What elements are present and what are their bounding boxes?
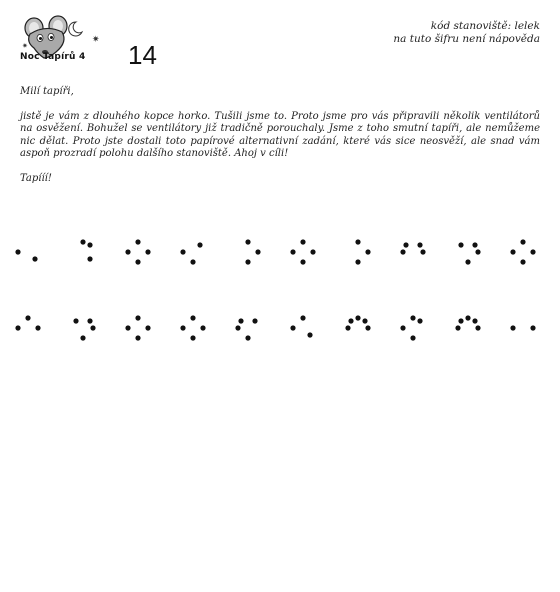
cipher-dot (200, 325, 205, 330)
cipher-dot (15, 325, 20, 330)
cipher-dot (290, 249, 295, 254)
cipher-dot (190, 315, 195, 320)
cipher-dot (455, 325, 460, 330)
cipher-dot (197, 242, 202, 247)
cipher-dot (465, 259, 470, 264)
cipher-dot (400, 325, 405, 330)
cipher-dot (32, 256, 37, 261)
cipher-dot (87, 256, 92, 261)
cipher-dot (458, 318, 463, 323)
cipher-dot (300, 315, 305, 320)
cipher-dot (190, 335, 195, 340)
cipher-dot (520, 259, 525, 264)
letter-greeting: Milí tapíři, (20, 86, 74, 97)
page-header (16, 14, 544, 70)
station-number: 14 (128, 40, 157, 70)
svg-text:✷: ✷ (92, 35, 100, 45)
cipher-glyph (400, 315, 422, 340)
cipher-dot (355, 315, 360, 320)
cipher-dot (417, 242, 422, 247)
cipher-dot (135, 315, 140, 320)
cipher-dot (417, 318, 422, 323)
cipher-glyph (458, 242, 480, 264)
cipher-dot (355, 239, 360, 244)
cipher-dot (307, 332, 312, 337)
cipher-glyph (290, 239, 315, 264)
cipher-glyph (345, 315, 370, 330)
cipher-dot (472, 318, 477, 323)
cipher-dot (403, 242, 408, 247)
cipher-dot (365, 249, 370, 254)
cipher-dot (145, 325, 150, 330)
cipher-dot (510, 249, 515, 254)
cipher-glyph (180, 315, 205, 340)
cipher-glyph (455, 315, 480, 330)
cipher-dot (458, 242, 463, 247)
cipher-dot (135, 259, 140, 264)
cipher-dot (35, 325, 40, 330)
station-code-line: kód stanoviště: lelek (430, 20, 540, 32)
cipher-glyph (400, 242, 425, 254)
cipher-dot (125, 249, 130, 254)
cipher-glyph (180, 242, 202, 264)
cipher-dot (15, 249, 20, 254)
cipher-dot (355, 259, 360, 264)
svg-text:✷: ✷ (22, 42, 28, 50)
cipher-dot (25, 315, 30, 320)
cipher-dot (420, 249, 425, 254)
cipher-dot (300, 259, 305, 264)
cipher-glyph (510, 325, 535, 330)
cipher-glyph (80, 239, 92, 261)
cipher-dot (300, 239, 305, 244)
cipher-glyph (245, 239, 260, 264)
cipher-dot (80, 239, 85, 244)
cipher-dot (530, 325, 535, 330)
cipher-dot (80, 335, 85, 340)
letter-body: jistě je vám z dlouhého kopce horko. Tušili jsme to. Proto jsme pro vás připravili několik ventilátorů na osvěžení. Bohužel se ventilátory již tradičně porouchaly. Jsme z toho smutní tapíři, ale nemůžeme nic dělat. Proto jste dostali toto papírové alternativní zadání, které vás sice neosvěží, ale snad vám aspoň prozradí polohu dalšího stanoviště. Ahoj v cíli! (20, 110, 540, 159)
cipher-dot (345, 325, 350, 330)
cipher-dot (245, 239, 250, 244)
cipher-dot (90, 325, 95, 330)
cipher-dot (410, 315, 415, 320)
cipher-glyph (355, 239, 370, 264)
hint-line: na tuto šifru není nápověda (393, 33, 540, 45)
cipher-dot (475, 249, 480, 254)
cipher-dot (245, 335, 250, 340)
cipher-dot (235, 325, 240, 330)
cipher-dot (255, 249, 260, 254)
cipher-dot (465, 315, 470, 320)
cipher-glyph (290, 315, 312, 337)
dot-cipher-grid (14, 222, 546, 352)
cipher-dot (290, 325, 295, 330)
cipher-glyph (73, 318, 95, 340)
cipher-dot (135, 239, 140, 244)
cipher-dot (520, 239, 525, 244)
rat-mascot-logo-icon (16, 14, 116, 68)
cipher-dot (530, 249, 535, 254)
station-meta (393, 20, 540, 46)
cipher-dot (410, 335, 415, 340)
cipher-dot (475, 325, 480, 330)
cipher-glyph (235, 318, 257, 340)
cipher-dot (180, 249, 185, 254)
cipher-glyph (125, 315, 150, 340)
cipher-dot (125, 325, 130, 330)
cipher-dot (87, 318, 92, 323)
cipher-dot (180, 325, 185, 330)
cipher-dot (252, 318, 257, 323)
cipher-glyph (15, 249, 37, 261)
cipher-dot (362, 318, 367, 323)
cipher-glyph (15, 315, 40, 330)
cipher-dot (510, 325, 515, 330)
cipher-dot (73, 318, 78, 323)
letter (20, 86, 540, 197)
cipher-dot (310, 249, 315, 254)
cipher-dot (145, 249, 150, 254)
cipher-dot (190, 259, 195, 264)
cipher-dot (87, 242, 92, 247)
cipher-dot (400, 249, 405, 254)
cipher-dot (348, 318, 353, 323)
cipher-dot (245, 259, 250, 264)
cipher-dot (365, 325, 370, 330)
cipher-glyph (510, 239, 535, 264)
letter-signature: Tapííí! (20, 172, 52, 184)
cipher-glyph (125, 239, 150, 264)
cipher-dot (135, 335, 140, 340)
logo-text: Noc Tapírů 4 (20, 52, 86, 62)
cipher-dot (238, 318, 243, 323)
cipher-dot (472, 242, 477, 247)
